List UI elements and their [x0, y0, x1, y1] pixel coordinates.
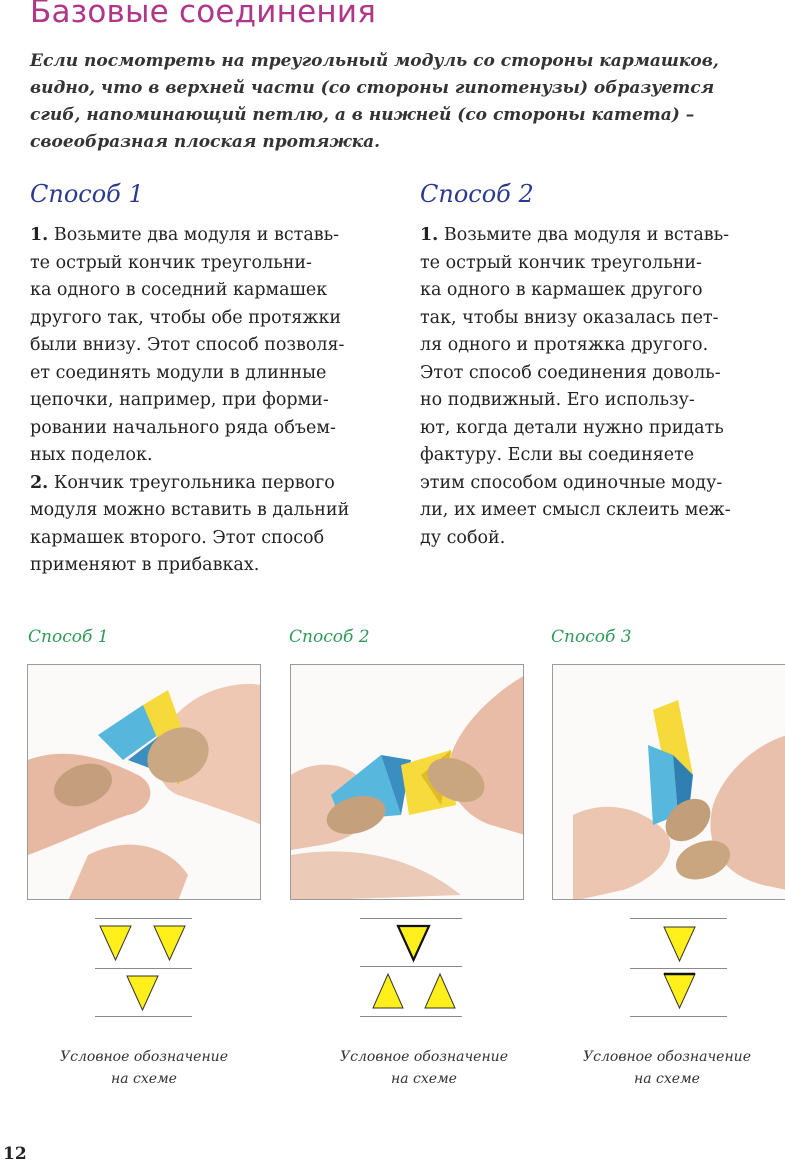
text-line: ля одного и протяжка другого.	[420, 335, 709, 355]
hands-joining-modules-illustration	[553, 665, 785, 900]
text-line: ду собой.	[420, 527, 506, 548]
text-line: применяют в прибавках.	[30, 555, 260, 575]
text-line: так, чтобы внизу оказалась пет-	[420, 307, 719, 328]
intro-paragraph	[30, 48, 770, 156]
intro-line: своеобразная плоская протяжка.	[30, 132, 381, 152]
photo-method-1	[27, 664, 261, 900]
scheme-diagram-2	[360, 915, 462, 1020]
scheme-note-3: Условное обозначение на схеме	[583, 1049, 751, 1087]
method1-heading: Способ 1	[30, 180, 144, 208]
triangle-symbols	[630, 915, 727, 1020]
inverted-triangle	[154, 926, 185, 960]
text-line: были внизу. Этот способ позволя-	[30, 335, 345, 355]
figure-caption-1: Способ 1	[28, 627, 109, 647]
text-line: ют, когда детали нужно придать	[420, 417, 724, 438]
inverted-triangle	[127, 976, 158, 1010]
text-line: цепочки, например, при форми-	[30, 390, 329, 410]
hands-joining-modules-illustration	[291, 665, 524, 900]
scheme-note-2: Условное обозначение на схеме	[340, 1049, 508, 1087]
text-line: 1. Возьмите два модуля и вставь-	[420, 225, 730, 245]
text-line: 2. Кончик треугольника первого	[30, 472, 335, 493]
text-line: 1. Возьмите два модуля и вставь-	[30, 225, 340, 245]
text-line: фактуру. Если вы соединяете	[420, 445, 695, 465]
text-line: кармашек второго. Этот способ	[30, 527, 325, 548]
inverted-triangle	[664, 927, 695, 961]
upright-triangle	[425, 974, 455, 1008]
intro-line: сгиб, напоминающий петлю, а в нижней (со стороны катета) –	[30, 105, 695, 125]
upright-triangle	[373, 974, 403, 1008]
photo-method-2	[290, 664, 524, 900]
figure-caption-3: Способ 3	[551, 627, 632, 647]
inverted-triangle-bold-top	[664, 974, 695, 1008]
triangle-symbols	[360, 915, 462, 1020]
page-number: 12	[3, 1144, 27, 1164]
text-line: но подвижный. Его использу-	[420, 390, 695, 410]
scheme-diagram-3	[630, 915, 727, 1020]
method2-heading: Способ 2	[420, 180, 534, 208]
text-line: ка одного в соседний кармашек	[30, 280, 328, 300]
page-title: Базовые соединения	[30, 0, 377, 30]
text-line: модуля можно вставить в дальний	[30, 500, 350, 520]
text-line: ка одного в кармашек другого	[420, 280, 703, 300]
scheme-note-1: Условное обозначение на схеме	[60, 1049, 228, 1087]
text-line: Этот способ соединения доволь-	[420, 362, 721, 383]
text-line: ных поделок.	[30, 445, 153, 465]
text-line: те острый кончик треугольни-	[30, 252, 312, 273]
text-line: те острый кончик треугольни-	[420, 252, 702, 273]
inverted-triangle-bold	[398, 926, 429, 960]
scheme-diagram-1	[95, 915, 192, 1020]
figure-caption-2: Способ 2	[289, 627, 370, 647]
photo-method-3	[552, 664, 785, 900]
hands-joining-modules-illustration	[28, 665, 261, 900]
inverted-triangle	[100, 926, 131, 960]
intro-line: Если посмотреть на треугольный модуль со стороны кармашков,	[30, 51, 719, 71]
text-line: другого так, чтобы обе протяжки	[30, 307, 342, 328]
method1-text	[30, 222, 390, 580]
method2-text	[420, 222, 780, 552]
text-line: этим способом одиночные моду-	[420, 472, 723, 493]
intro-line: видно, что в верхней части (со стороны гипотенузы) образуется	[30, 78, 715, 98]
text-line: ли, их имеет смысл склеить меж-	[420, 500, 731, 520]
triangle-symbols	[95, 915, 192, 1020]
text-line: ровании начального ряда объем-	[30, 417, 336, 438]
text-line: ет соединять модули в длинные	[30, 362, 327, 383]
